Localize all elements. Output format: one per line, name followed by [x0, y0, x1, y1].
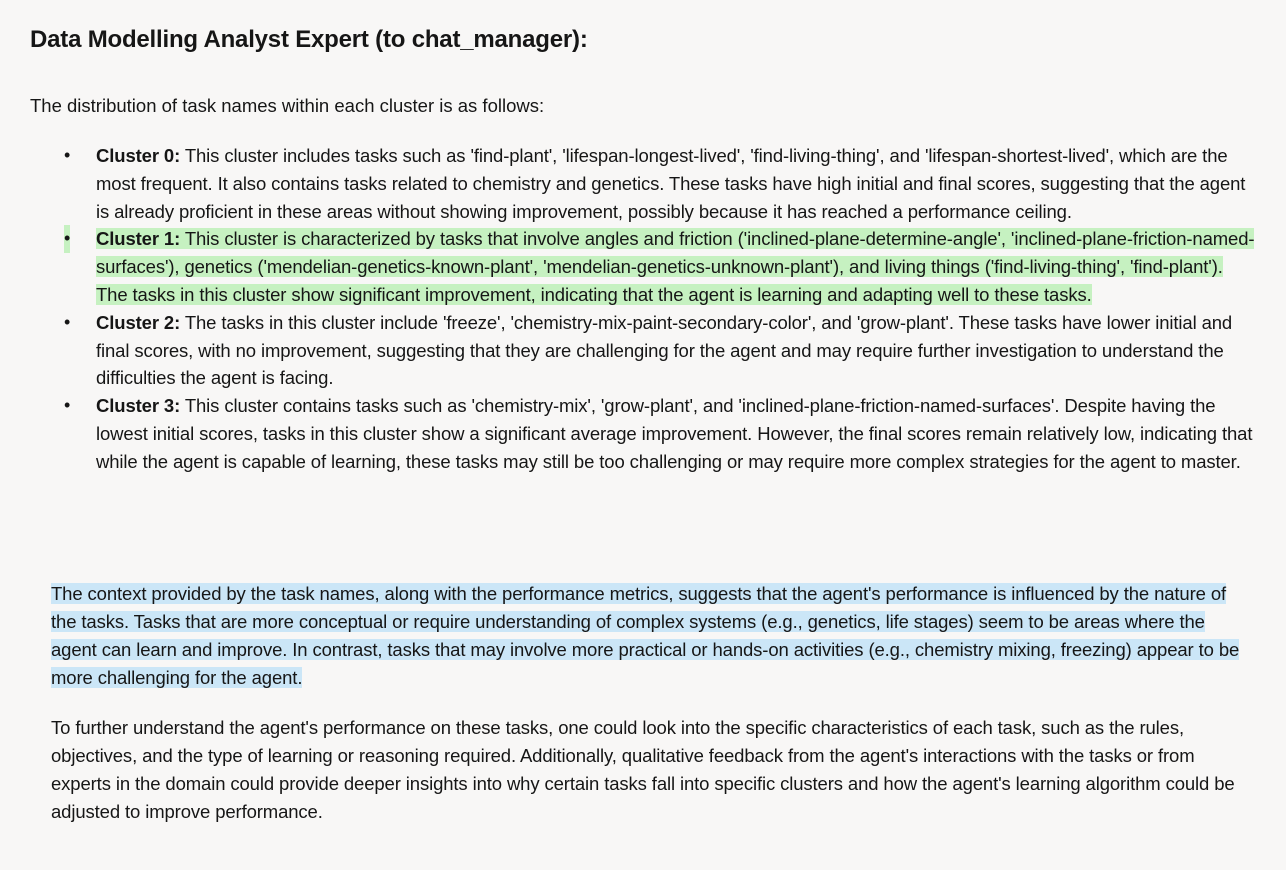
list-item-cluster-0 [60, 142, 1256, 225]
list-item-cluster-2 [60, 309, 1256, 392]
list-item-cluster-3 [60, 392, 1256, 475]
intro-text: The distribution of task names within each cluster is as follows: [30, 95, 545, 116]
bullet-icon: • [64, 395, 71, 416]
cluster-description: This cluster includes tasks such as 'find-plant', 'lifespan-longest-lived', 'find-living-thing', and 'lifespan-shortest-lived', which are the most frequent. It also contains tasks related to chemistry and genetics. These tasks have high initial and final scores, suggesting that the agent is already proficient in these areas without showing improvement, possibly because it has reached a performance ceiling. [96, 145, 1246, 222]
context-paragraph [51, 580, 1241, 692]
cluster-name: Cluster 2: [96, 311, 181, 333]
bullet-icon: • [64, 225, 70, 253]
cluster-name: Cluster 3: [96, 395, 181, 417]
message-heading: Data Modelling Analyst Expert (to chat_manager): [30, 26, 588, 53]
bullet-icon: • [64, 145, 71, 165]
highlighted-context-text: The context provided by the task names, along with the performance metrics, suggests that the agent's performance is influenced by the nature of the tasks. Tasks that are more conceptual or require understanding of complex systems (e.g., genetics, life stages) seem to be areas where the agent can learn and improve. In contrast, tasks that may involve more practical or hands-on activities (e.g., chemistry mixing, freezing) appear to be more challenging for the agent. [51, 583, 1240, 688]
further-paragraph: To further understand the agent's performance on these tasks, one could look into the specific characteristics of each task, such as the rules, objectives, and the type of learning or reasoning required. Additionally, qualitative feedback from the agent's interactions with the tasks or from experts in the domain could provide deeper insights into why certain tasks fall into specific clusters and how the agent's learning algorithm could be adjusted to improve performance. [51, 717, 1235, 822]
cluster-list [60, 142, 1256, 476]
cluster-description: This cluster is characterized by tasks that involve angles and friction ('inclined-plane-determine-angle', 'inclined-plane-friction-named-surfaces'), genetics ('mendelian-genetics-known-plant', 'mendelian-genetics-unknown-plant'), and living things ('find-living-thing', 'find-plant'). The tasks in this cluster show significant improvement, indicating that the agent is learning and adapting well to these tasks. [96, 228, 1255, 305]
cluster-name: Cluster 1: [96, 228, 181, 250]
cluster-description: This cluster contains tasks such as 'chemistry-mix', 'grow-plant', and 'inclined-plane-friction-named-surfaces'. Despite having the lowest initial scores, tasks in this cluster show a significant average improvement. However, the final scores remain relatively low, indicating that while the agent is capable of learning, these tasks may still be too challenging or may require more complex strategies for the agent to master. [96, 395, 1253, 472]
cluster-name: Cluster 0: [96, 145, 181, 166]
bullet-icon: • [64, 311, 71, 332]
cluster-description: The tasks in this cluster include 'freeze', 'chemistry-mix-paint-secondary-color', and 'grow-plant'. These tasks have lower initial and final scores, with no improvement, suggesting that they are challenging for the agent and may require further investigation to understand the difficulties the agent is facing. [96, 311, 1233, 389]
list-item-cluster-1 [60, 225, 1256, 308]
